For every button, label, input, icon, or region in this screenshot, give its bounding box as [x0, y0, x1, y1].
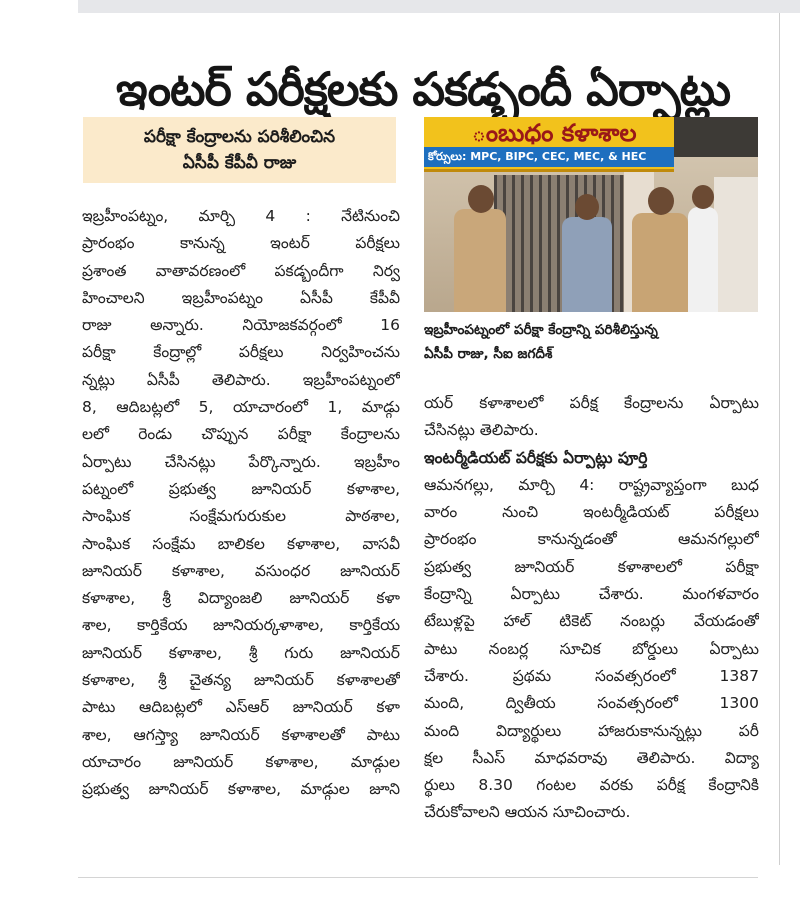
text-line: క్షల సీఎస్ మాధవరావు తెలిపారు. విద్యా	[424, 748, 759, 767]
college-banner	[424, 117, 674, 172]
text-line: పట్నంలో ప్రభుత్వ జూనియర్ కళాశాల,	[82, 479, 400, 498]
text-line: పరీక్షా కేంద్రాల్లో పరీక్షలు నిర్వహించను	[82, 343, 400, 362]
person-head	[692, 185, 714, 209]
person-police-officer	[454, 209, 506, 312]
article-column-1	[82, 203, 400, 804]
text-line: సాంఘిక సంక్షేమ బాలికల కళాశాల, వాసవీ	[82, 534, 400, 553]
text-line: చేసినట్లు తెలిపారు.	[424, 421, 539, 440]
college-banner-title: ంబుధం కళాశాల	[472, 119, 637, 147]
text-line: శాల, కార్తికేయ జూనియర్కళాశాల, కార్తికేయ	[82, 616, 400, 635]
person-head	[575, 194, 599, 220]
text-line: రాజు అన్నారు. నియోజకవర్గంలో 16	[82, 316, 400, 335]
photo-roof	[674, 117, 758, 157]
article-column-2	[424, 390, 759, 827]
text-line: జూనియర్ కళాశాల, వసుంధర జూనియర్	[82, 561, 400, 580]
text-line: ప్రభుత్వ జూనియర్ కళాశాలలో పరీక్షా	[424, 557, 759, 576]
photo-caption-line-2: ఏసీపీ రాజు, సీఐ జగదీశ్	[424, 346, 553, 362]
text-line: పాటు ఆదిబట్లలో ఎస్ఆర్ జూనియర్ కళా	[82, 698, 400, 717]
article-2-heading: ఇంటర్మీడియట్ పరీక్షకు ఏర్పాట్లు పూర్తి	[424, 448, 648, 467]
text-line: యర్ కళాశాలలో పరీక్ష కేంద్రాలను ఏర్పాటు	[424, 394, 759, 412]
text-line: కళాశాల, శ్రీ చైతన్య జూనియర్ కళాశాలతో	[82, 671, 400, 690]
text-line: వారం నుంచి ఇంటర్మీడియట్ పరీక్షలు	[424, 503, 759, 522]
text-line: ఏర్పాటు చేసినట్లు పేర్కొన్నారు. ఇబ్రహీం	[82, 452, 400, 471]
top-bar	[78, 0, 800, 13]
text-line: యాచారం జూనియర్ కళాశాల, మాడ్గుల	[82, 752, 400, 771]
subheadline-line-1: పరీక్షా కేంద్రాలను పరిశీలించిన	[143, 127, 336, 147]
text-line: న్నట్లు ఏసీపీ తెలిపారు. ఇబ్రహీంపట్నంలో	[82, 370, 400, 389]
text-line: 8, ఆదిబట్లలో 5, యాచారంలో 1, మాడ్గు	[82, 398, 400, 417]
person-civilian	[688, 207, 718, 312]
photo-caption-line-1: ఇబ్రహీంపట్నంలో పరీక్షా కేంద్రాన్ని పరిశీలిస్తున్న	[424, 322, 658, 338]
pillar	[714, 177, 758, 312]
text-line: మంది విద్యార్థులు హాజరుకానున్నట్లు పరీ	[424, 721, 759, 740]
text-line: శాల, ఆగస్త్యా జూనియర్ కళాశాలతో పాటు	[82, 725, 400, 744]
person-police-officer	[632, 213, 688, 312]
text-line: ర్థులు 8.30 గంటల వరకు పరీక్ష కేంద్రానికి	[424, 776, 759, 795]
news-photo	[424, 117, 758, 312]
college-banner-courses: కోర్సులు: MPC, BIPC, CEC, MEC, & HEC	[424, 147, 674, 167]
person-civilian	[562, 217, 612, 312]
person-head	[468, 185, 494, 213]
text-line: ఆమనగల్లు, మార్చి 4: రాష్ట్రవ్యాప్తంగా బుధ	[424, 475, 759, 494]
text-line: ప్రశాంత వాతావరణంలో పకడ్బందీగా నిర్వ	[82, 261, 400, 280]
text-line: ప్రారంభం కానున్న ఇంటర్ పరీక్షలు	[82, 234, 400, 253]
text-line: కేంద్రాన్ని ఏర్పాటు చేశారు. మంగళవారం	[424, 585, 759, 604]
text-line: లలో రెండు చొప్పున పరీక్షా కేంద్రాలను	[82, 425, 400, 444]
text-line: పాటు నంబర్ల సూచిక బోర్డులు ఏర్పాటు	[424, 639, 759, 658]
subheadline-box	[83, 117, 396, 183]
photo-caption	[424, 318, 760, 366]
text-line: ఇబ్రహీంపట్నం, మార్చి 4 : నేటినుంచి	[82, 207, 400, 225]
text-line: చేరుకోవాలని ఆయన సూచించారు.	[424, 803, 631, 822]
text-line: హించాలని ఇబ్రహీంపట్నం ఏసీపీ కేపీవీ	[82, 288, 400, 307]
text-line: టేబుళ్లపై హాల్ టికెట్ నంబర్లు వేయడంతో	[424, 612, 759, 631]
bottom-rule	[78, 877, 758, 878]
column-rule	[779, 13, 780, 865]
text-line: ప్రారంభం కానున్నడంతో ఆమనగల్లులో	[424, 530, 759, 549]
text-line: చేశారు. ప్రథమ సంవత్సరంలో 1387	[424, 666, 759, 685]
text-line: ప్రభుత్వ జూనియర్ కళాశాల, మాడ్గుల జూని	[82, 780, 400, 799]
text-line: సాంఘిక సంక్షేమగురుకుల పాఠశాల,	[82, 507, 400, 526]
text-line: మంది, ద్వితీయ సంవత్సరంలో 1300	[424, 694, 759, 713]
text-line: కళాశాల, శ్రీ విద్యాంజలి జూనియర్ కళా	[82, 589, 400, 608]
headline: ఇంటర్ పరీక్షలకు పకడ్బందీ ఏర్పాట్లు	[116, 62, 730, 116]
text-line: జూనియర్ కళాశాల, శ్రీ గురు జూనియర్	[82, 643, 400, 662]
subheadline-line-2: ఏసీపీ కేపీవీ రాజు	[182, 153, 297, 173]
person-head	[648, 187, 674, 215]
